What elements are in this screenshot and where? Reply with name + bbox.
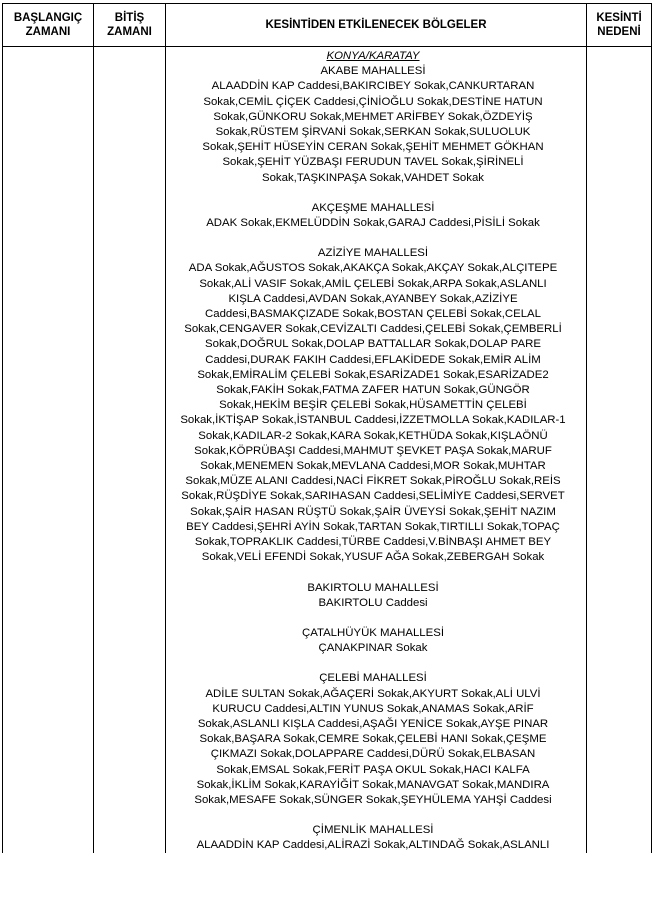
district-block — [163, 64, 583, 186]
header-divider — [3, 46, 651, 47]
header-end-time: BİTİŞ ZAMANI — [107, 12, 152, 38]
district-block — [163, 626, 583, 656]
district-spacer — [163, 611, 583, 626]
street-list-line: Sokak,ŞEHİT HÜSEYİN CERAN Sokak,ŞEHİT MEHMET GÖKHAN — [202, 141, 544, 154]
street-list-line: BAKIRTOLU Caddesi — [318, 596, 428, 609]
street-list-line: Sokak,KADILAR-2 Sokak,KARA Sokak,KETHÜDA Sokak,KIŞLAÖNÜ — [198, 429, 548, 442]
district-name: BAKIRTOLU MAHALLESİ — [307, 581, 439, 594]
street-list-line: Sokak,CEMİL ÇİÇEK Caddesi,ÇİNİOĞLU Sokak,DESTİNE HATUN — [203, 95, 543, 108]
affected-areas-cell — [163, 49, 583, 854]
district-name: ÇATALHÜYÜK MAHALLESİ — [302, 626, 444, 639]
region-name: KONYA/KARATAY — [326, 50, 420, 62]
district-name: ÇELEBİ MAHALLESİ — [319, 672, 427, 685]
header-affected-areas: KESİNTİDEN ETKİLENECEK BÖLGELER — [265, 19, 487, 31]
street-list-line: ADA Sokak,AĞUSTOS Sokak,AKAKÇA Sokak,AKÇAY Sokak,ALÇITEPE — [188, 262, 558, 275]
street-list-line: Sokak,HEKİM BEŞİR ÇELEBİ Sokak,HÜSAMETTİN ÇELEBİ — [219, 399, 527, 412]
street-list-line: Sokak,MESAFE Sokak,SÜNGER Sokak,ŞEYHÜLEMA YAHŞİ Caddesi — [194, 793, 552, 806]
district-name: AKABE MAHALLESİ — [320, 65, 426, 78]
street-list-line: Sokak,ŞAİR HASAN RÜŞTÜ Sokak,ŞAİR ÜVEYSİ Sokak,ŞEHİT NAZIM — [190, 505, 556, 518]
district-block — [163, 581, 583, 611]
district-name: AZİZİYE MAHALLESİ — [317, 247, 429, 260]
column-divider — [93, 4, 94, 853]
district-name: AKÇEŞME MAHALLESİ — [311, 201, 435, 214]
district-block — [163, 246, 583, 565]
street-list-line: Sokak,ASLANLI KIŞLA Caddesi,AŞAĞI YENİCE Sokak,AYŞE PINAR — [197, 717, 549, 730]
street-list-line: BEY Caddesi,ŞEHRİ AYİN Sokak,TARTAN Sokak,TIRTILLI Sokak,TOPAÇ — [186, 520, 560, 533]
street-list-line: Sokak,DOĞRUL Sokak,DOLAP BATTALLAR Sokak,DOLAP PARE — [205, 338, 541, 351]
street-list-line: Sokak,FAKİH Sokak,FATMA ZAFER HATUN Sokak,GÜNGÖR — [216, 384, 530, 397]
street-list-line: ADAK Sokak,EKMELÜDDİN Sokak,GARAJ Caddesi,PİSİLİ Sokak — [206, 217, 540, 230]
street-list-line: Sokak,İKTİŞAP Sokak,İSTANBUL Caddesi,İZZETMOLLA Sokak,KADILAR-1 — [180, 414, 566, 427]
street-list-line: ÇANAKPINAR Sokak — [318, 642, 428, 655]
street-list-line: Sokak,RÜŞDİYE Sokak,SARIHASAN Caddesi,SELİMİYE Caddesi,SERVET — [181, 490, 565, 503]
street-list-line: Sokak,VELİ EFENDİ Sokak,YUSUF AĞA Sokak,ZEBERGAH Sokak — [201, 551, 545, 564]
street-list-line: Sokak,ŞEHİT YÜZBAŞI FERUDUN TAVEL Sokak,ŞİRİNELİ — [222, 156, 524, 169]
street-list-line: Sokak,CENGAVER Sokak,CEVİZALTI Caddesi,ÇELEBİ Sokak,ÇEMBERLİ — [184, 323, 562, 336]
street-list-line: Caddesi,BASMAKÇIZADE Sokak,BOSTAN ÇELEBİ Sokak,CELAL — [205, 308, 541, 321]
street-list-line: ALAADDİN KAP Caddesi,BAKIRCIBEY Sokak,CANKURTARAN — [211, 80, 535, 93]
street-list-line: Sokak,BAŞARA Sokak,CEMRE Sokak,ÇELEBİ HANI Sokak,ÇEŞME — [199, 733, 547, 746]
district-spacer — [163, 186, 583, 201]
street-list-line: Sokak,EMİRALİM ÇELEBİ Sokak,ESARİZADE1 Sokak,ESARİZADE2 — [197, 368, 549, 381]
street-list-line: ALAADDİN KAP Caddesi,ALİRAZİ Sokak,ALTINDAĞ Sokak,ASLANLI — [196, 839, 550, 852]
district-name: ÇİMENLİK MAHALLESİ — [312, 824, 434, 837]
street-list-line: KIŞLA Caddesi,AVDAN Sokak,AYANBEY Sokak,AZİZİYE — [228, 292, 518, 305]
street-list-line: Sokak,RÜSTEM ŞİRVANİ Sokak,SERKAN Sokak,SULUOLUK — [215, 126, 531, 139]
street-list-line: Sokak,MÜZE ALANI Caddesi,NACİ FİKRET Sokak,PİROĞLU Sokak,REİS — [185, 475, 561, 488]
street-list-line: Sokak,MENEMEN Sokak,MEVLANA Caddesi,MOR Sokak,MUHTAR — [200, 460, 546, 473]
street-list-line: Sokak,TOPRAKLIK Caddesi,TÜRBE Caddesi,V.BİNBAŞI AHMET BEY — [194, 536, 552, 549]
district-block — [163, 201, 583, 231]
district-block — [163, 823, 583, 853]
street-list-line: KURUCU Caddesi,ALTIN YUNUS Sokak,ANAMAS Sokak,ARİF — [212, 702, 534, 715]
street-list-line: Sokak,TAŞKINPAŞA Sokak,VAHDET Sokak — [262, 171, 484, 184]
column-divider — [586, 4, 587, 853]
street-list-line: Sokak,KÖPRÜBAŞI Caddesi,MAHMUT ŞEVKET PAŞA Sokak,MARUF — [194, 444, 552, 457]
header-outage-reason: KESİNTİ NEDENİ — [596, 12, 642, 38]
district-spacer — [163, 566, 583, 581]
street-list-line: Sokak,ALİ VASIF Sokak,AMİL ÇELEBİ Sokak,ARPA Sokak,ASLANLI — [199, 277, 547, 290]
district-spacer — [163, 656, 583, 671]
street-list-line: ADİLE SULTAN Sokak,AĞAÇERİ Sokak,AKYURT Sokak,ALİ ULVİ — [205, 687, 541, 700]
district-list — [163, 64, 583, 853]
header-start-time: BAŞLANGIÇ ZAMANI — [13, 12, 83, 38]
street-list-line: Sokak,EMSAL Sokak,FERİT PAŞA OKUL Sokak,HACI KALFA — [216, 763, 530, 776]
district-spacer — [163, 808, 583, 823]
street-list-line: Caddesi,DURAK FAKIH Caddesi,EFLAKİDEDE Sokak,EMİR ALİM — [205, 353, 541, 366]
street-list-line: Sokak,İKLİM Sokak,KARAYİĞİT Sokak,MANAVGAT Sokak,MANDIRA — [196, 778, 550, 791]
district-spacer — [163, 231, 583, 246]
district-block — [163, 671, 583, 808]
street-list-line: ÇIKMAZI Sokak,DOLAPPARE Caddesi,DÜRÜ Sokak,ELBASAN — [210, 748, 536, 761]
street-list-line: Sokak,GÜNKORU Sokak,MEHMET ARİFBEY Sokak,ÖZDEYİŞ — [213, 110, 533, 123]
